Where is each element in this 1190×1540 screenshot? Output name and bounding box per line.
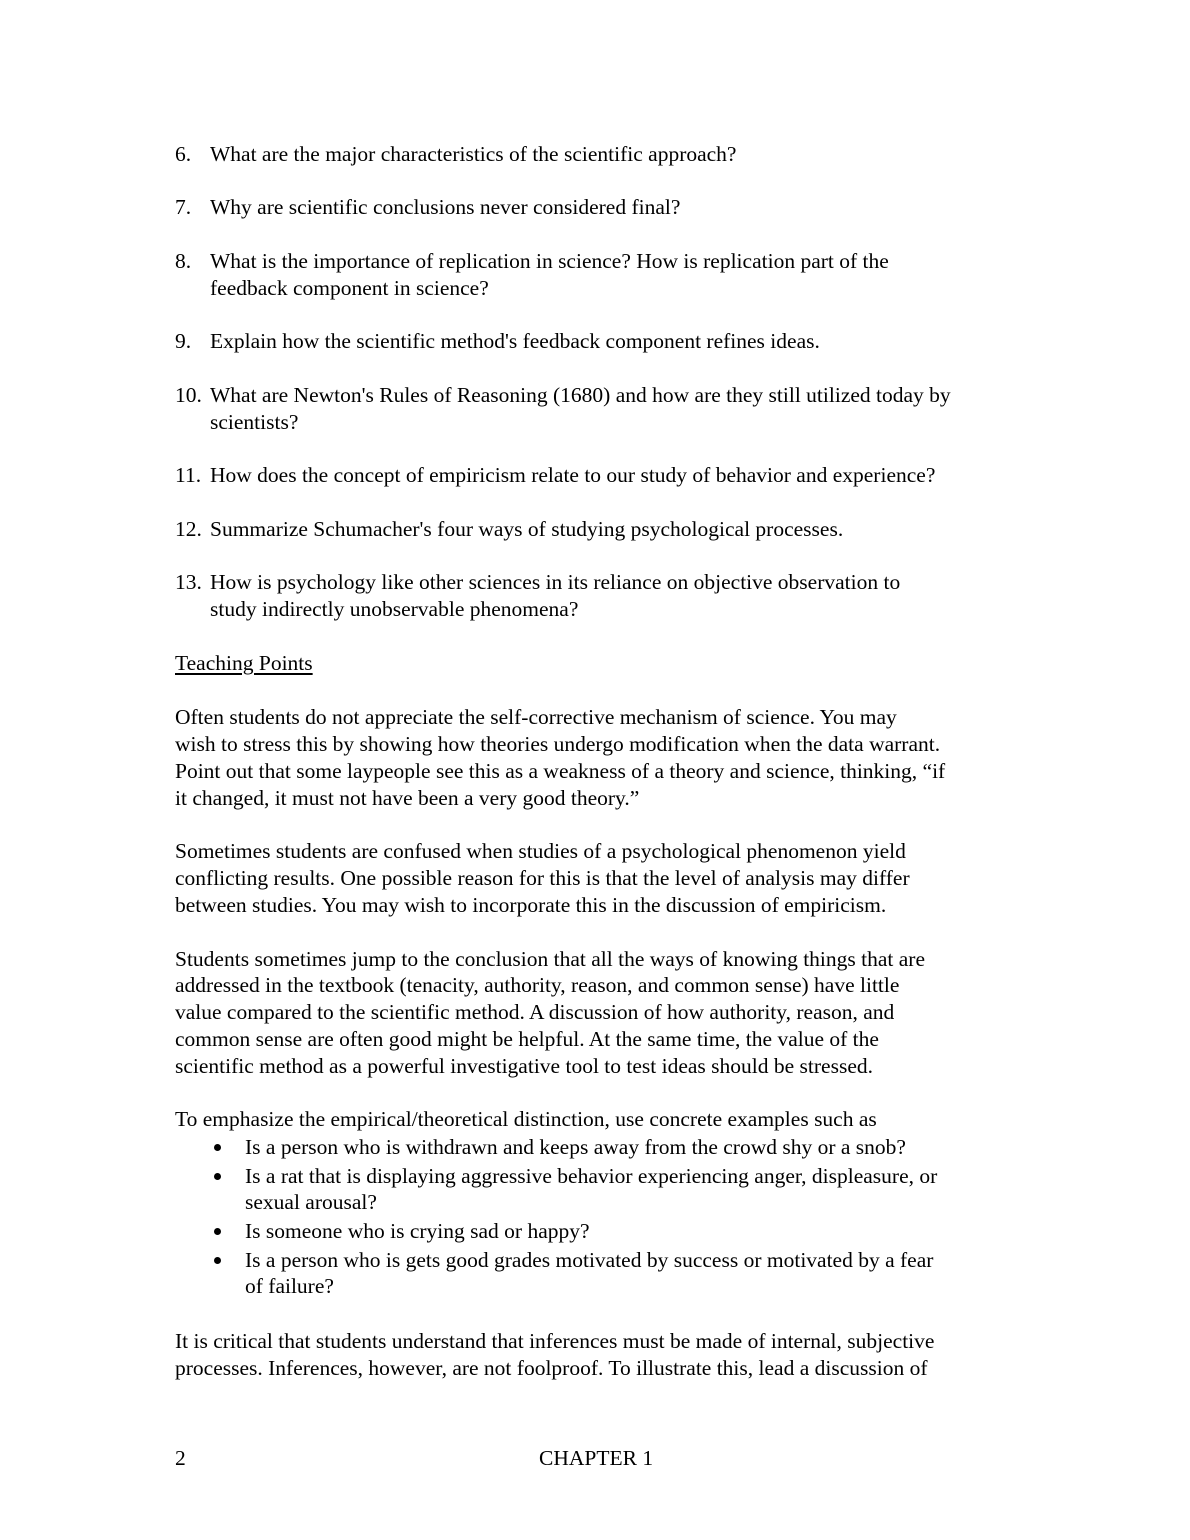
question-number: 8. (175, 249, 192, 273)
bullet-text-continued: sexual arousal? (245, 1190, 377, 1214)
paragraph-line: It is critical that students understand that inferences must be made of internal, subjective (175, 1329, 935, 1353)
paragraph-line: between studies. You may wish to incorporate this in the discussion of empiricism. (175, 893, 887, 917)
paragraph-line: conflicting results. One possible reason for this is that the level of analysis may differ (175, 866, 910, 890)
question-text: What is the importance of replication in science? How is replication part of the (210, 249, 889, 273)
bullet-icon (214, 1144, 221, 1151)
paragraph-line: addressed in the textbook (tenacity, authority, reason, and common sense) have little (175, 973, 900, 997)
bullet-text-continued: of failure? (245, 1274, 334, 1298)
paragraph-line: Often students do not appreciate the self-corrective mechanism of science. You may (175, 705, 897, 729)
paragraph-line: it changed, it must not have been a very good theory.” (175, 786, 640, 810)
paragraph-line: Students sometimes jump to the conclusion that all the ways of knowing things that are (175, 947, 926, 971)
bullet-text: Is a person who is withdrawn and keeps away from the crowd shy or a snob? (245, 1135, 906, 1159)
section-heading: Teaching Points (175, 651, 313, 675)
page-number: 2 (175, 1446, 186, 1470)
question-number: 12. (175, 517, 202, 541)
paragraph-line: value compared to the scientific method. A discussion of how authority, reason, and (175, 1000, 895, 1024)
bullet-icon (214, 1228, 221, 1235)
chapter-label: CHAPTER 1 (539, 1446, 654, 1470)
paragraph-line: To emphasize the empirical/theoretical distinction, use concrete examples such as (175, 1107, 877, 1131)
bullet-text: Is a person who is gets good grades motivated by success or motivated by a fear (245, 1248, 934, 1272)
paragraph-line: Point out that some laypeople see this as a weakness of a theory and science, thinking, “if (175, 759, 946, 783)
question-number: 6. (175, 142, 192, 166)
question-text-continued: feedback component in science? (210, 276, 489, 300)
question-text: Summarize Schumacher's four ways of studying psychological processes. (210, 517, 844, 541)
question-number: 10. (175, 383, 202, 407)
question-number: 11. (175, 463, 202, 487)
question-text: How is psychology like other sciences in its reliance on objective observation to (210, 570, 901, 594)
question-text: What are Newton's Rules of Reasoning (1680) and how are they still utilized today by (210, 383, 951, 407)
bullet-text: Is a rat that is displaying aggressive behavior experiencing anger, displeasure, or (245, 1164, 938, 1188)
question-text-continued: study indirectly unobservable phenomena? (210, 597, 579, 621)
question-number: 9. (175, 329, 192, 353)
question-text: Explain how the scientific method's feedback component refines ideas. (210, 329, 820, 353)
paragraph-line: processes. Inferences, however, are not foolproof. To illustrate this, lead a discussion of (175, 1356, 928, 1380)
question-text: Why are scientific conclusions never considered final? (210, 195, 681, 219)
bullet-icon (214, 1173, 221, 1180)
paragraph-line: scientific method as a powerful investigative tool to test ideas should be stressed. (175, 1054, 873, 1078)
question-number: 13. (175, 570, 202, 594)
paragraph-line: common sense are often good might be helpful. At the same time, the value of the (175, 1027, 879, 1051)
question-text: What are the major characteristics of the scientific approach? (210, 142, 737, 166)
question-text-continued: scientists? (210, 410, 299, 434)
question-text: How does the concept of empiricism relate to our study of behavior and experience? (210, 463, 936, 487)
bullet-icon (214, 1257, 221, 1264)
paragraph-line: wish to stress this by showing how theories undergo modification when the data warrant. (175, 732, 941, 756)
question-number: 7. (175, 195, 192, 219)
paragraph-line: Sometimes students are confused when studies of a psychological phenomenon yield (175, 839, 906, 863)
bullet-text: Is someone who is crying sad or happy? (245, 1219, 590, 1243)
